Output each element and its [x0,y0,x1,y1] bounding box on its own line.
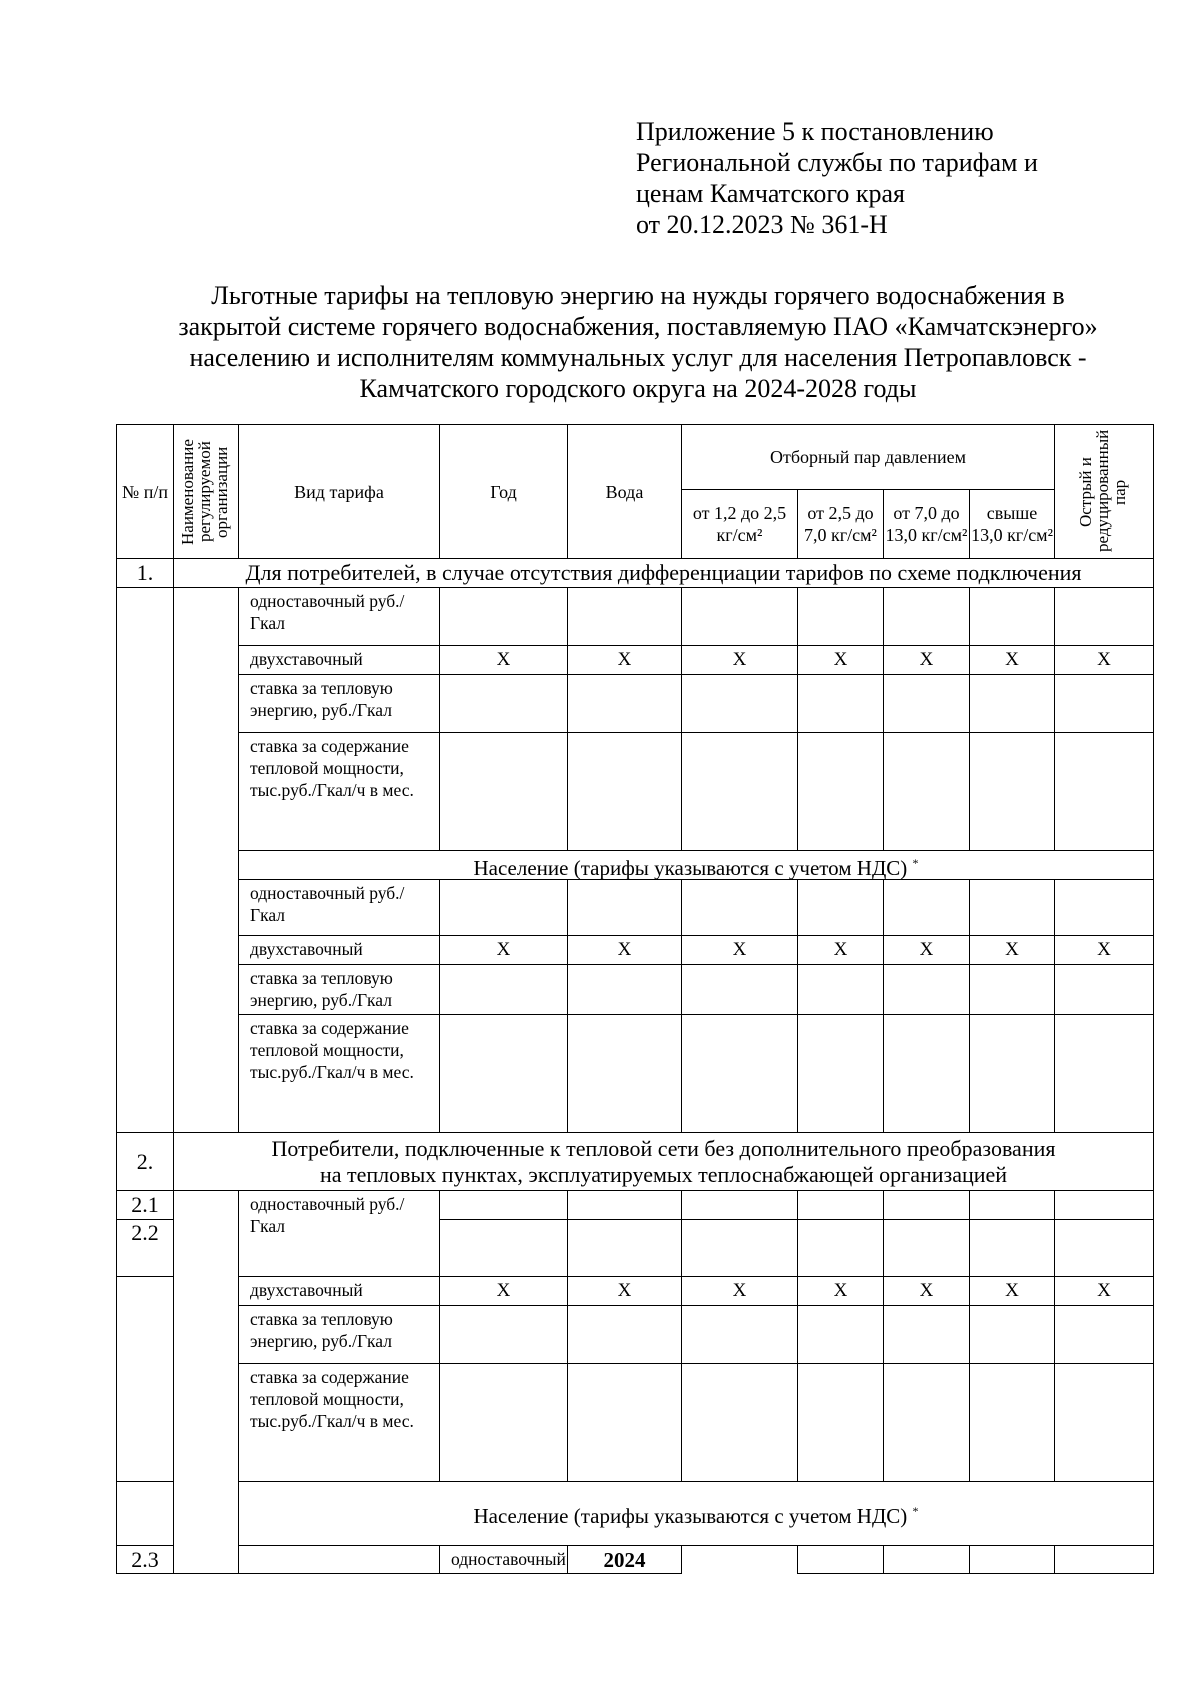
header-year: Год [440,425,568,559]
empty-cell [174,588,239,1133]
header-steam-4: свыше 13,0 кг/см² [970,490,1055,559]
row-label-energy-rate: ставка за тепловую энергию, руб./Гкал [239,675,440,733]
section-1-num: 1. [117,559,174,588]
row-label-one-rate-short: одноставочный [440,1546,568,1574]
x-mark: Х [798,646,884,675]
x-mark: Х [970,936,1055,965]
header-steam: Отборный пар давлением [682,425,1055,490]
row-label-energy-rate: ставка за тепловую энергию, руб./Гкал [239,1306,440,1364]
row-label-one-rate: одноставочный руб./Гкал [239,588,440,646]
population-subheader: Население (тарифы указываются с учетом НДС) * [239,1482,1154,1546]
x-mark: Х [798,936,884,965]
subsection-2-1: 2.1 [117,1191,174,1220]
empty-cell [117,1482,174,1546]
row-label-one-rate: одноставочный руб./Гкал [239,880,440,936]
row-label-capacity-rate: ставка за содержание тепловой мощности, тыс.руб./Гкал/ч в мес. [239,733,440,851]
title-line: Камчатского городского округа на 2024-2028 годы [359,374,917,403]
header-water: Вода [568,425,682,559]
section-2-title: Потребители, подключенные к тепловой сети без дополнительного преобразования на тепловых пунктах, эксплуатируемых теплоснабжающей организацией [174,1133,1154,1191]
x-mark: Х [440,1277,568,1306]
row-label-two-rate: двухставочный [239,1277,440,1306]
x-mark: Х [682,1277,798,1306]
appendix-line: Приложение 5 к постановлению [636,117,994,146]
appendix-note [636,116,1156,240]
empty-cell [117,588,174,1133]
header-sharp-steam: Острый и редуцированный пар [1055,425,1154,559]
x-mark: Х [1055,646,1154,675]
x-mark: Х [884,646,970,675]
x-mark: Х [568,936,682,965]
appendix-line: от 20.12.2023 № 361-Н [636,210,888,239]
empty-cell [117,1277,174,1482]
x-mark: Х [568,646,682,675]
x-mark: Х [568,1277,682,1306]
appendix-line: ценам Камчатского края [636,179,905,208]
x-mark: Х [970,646,1055,675]
title-line: Льготные тарифы на тепловую энергию на нужды горячего водоснабжения в [211,281,1065,310]
x-mark: Х [798,1277,884,1306]
title-line: населению и исполнителям коммунальных услуг для населения Петропавловск - [189,343,1087,372]
row-label-energy-rate: ставка за тепловую энергию, руб./Гкал [239,965,440,1015]
x-mark: Х [1055,936,1154,965]
x-mark: Х [440,936,568,965]
population-subheader: Население (тарифы указываются с учетом НДС) * [239,851,1154,880]
year-cell: 2024 [568,1546,682,1574]
empty-cell [239,1546,440,1574]
section-2-num: 2. [117,1133,174,1191]
section-1-title: Для потребителей, в случае отсутствия дифференциации тарифов по схеме подключения [174,559,1154,588]
x-mark: Х [1055,1277,1154,1306]
x-mark: Х [884,1277,970,1306]
header-num: № п/п [117,425,174,559]
x-mark: Х [682,646,798,675]
row-label-two-rate: двухставочный [239,936,440,965]
tariff-table [116,424,1154,1574]
document-title [118,280,1158,404]
x-mark: Х [440,646,568,675]
appendix-line: Региональной службы по тарифам и [636,148,1038,177]
x-mark: Х [884,936,970,965]
title-line: закрытой системе горячего водоснабжения, поставляемую ПАО «Камчатскэнерго» [178,312,1098,341]
subsection-2-2: 2.2 [117,1220,174,1277]
row-label-capacity-rate: ставка за содержание тепловой мощности, тыс.руб./Гкал/ч в мес. [239,1015,440,1133]
row-label-two-rate: двухставочный [239,646,440,675]
header-org: Наименование регулируемой организации [174,425,239,559]
header-steam-1: от 1,2 до 2,5 кг/см² [682,490,798,559]
x-mark: Х [682,936,798,965]
header-steam-3: от 7,0 до 13,0 кг/см² [884,490,970,559]
row-label-capacity-rate: ставка за содержание тепловой мощности, тыс.руб./Гкал/ч в мес. [239,1364,440,1482]
header-kind: Вид тарифа [239,425,440,559]
row-label-one-rate: одноставочный руб./Гкал [239,1191,440,1277]
subsection-2-3: 2.3 [117,1546,174,1574]
header-steam-2: от 2,5 до 7,0 кг/см² [798,490,884,559]
x-mark: Х [970,1277,1055,1306]
empty-cell [174,1191,239,1574]
